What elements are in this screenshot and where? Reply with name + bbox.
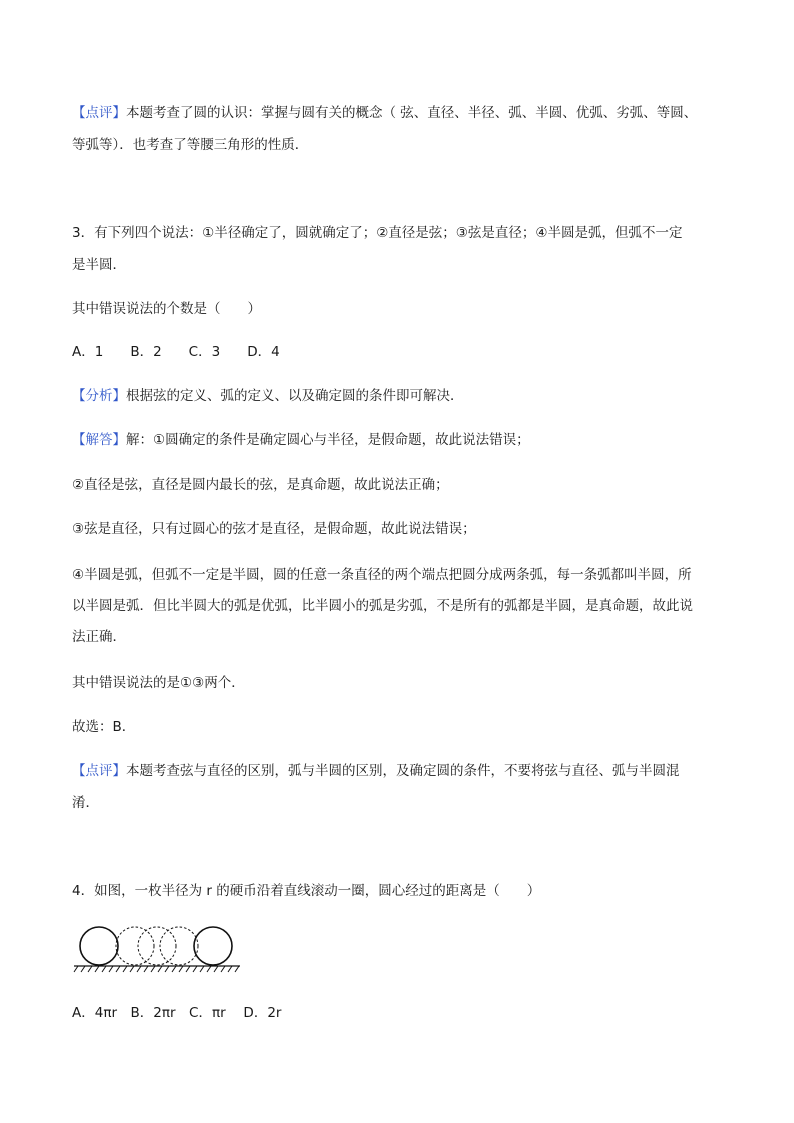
rolling-coin-figure bbox=[72, 922, 242, 976]
q3-choice: 故选：B． bbox=[72, 719, 136, 735]
analysis-text: 根据弦的定义、弧的定义、以及确定圆的条件即可解决． bbox=[126, 388, 464, 404]
q4-stem: 4．如图，一枚半径为 r 的硬币沿着直线滚动一圈，圆心经过的距离是（ ） bbox=[72, 883, 541, 899]
comment-tag-2: 【点评】 bbox=[72, 763, 126, 779]
comment-line-2: 等弧等）．也考查了等腰三角形的性质． bbox=[72, 137, 309, 153]
q3-answer-line-4: ④半圆是弧，但弧不一定是半圆，圆的任意一条直径的两个端点把圆分成两条弧，每一条弧都叫半圆，所 bbox=[72, 567, 692, 583]
q3-comment-line-2: 淆． bbox=[72, 795, 99, 811]
q3-ask: 其中错误说法的个数是（ ） bbox=[72, 301, 261, 317]
comment-line-1 bbox=[72, 104, 732, 122]
q3-options: A．1 B．2 C．3 D．4 bbox=[72, 344, 280, 360]
q3-answer-line-5: 以半圆是弧．但比半圆大的弧是优弧，比半圆小的弧是劣弧，不是所有的弧都是半圆，是真命题，故此说 bbox=[72, 598, 693, 614]
coin-start-circle bbox=[80, 927, 118, 965]
ground-hatching bbox=[74, 966, 239, 972]
analysis-tag: 【分析】 bbox=[72, 388, 126, 404]
coin-dashed-circle-2 bbox=[138, 927, 176, 965]
answer-text-1: 解：①圆确定的条件是确定圆心与半径，是假命题，故此说法错误； bbox=[126, 432, 530, 448]
q3-stem-line-1: 3．有下列四个说法：①半径确定了，圆就确定了；②直径是弦；③弦是直径；④半圆是弧，但弧不一定 bbox=[72, 225, 683, 241]
answer-tag: 【解答】 bbox=[72, 432, 126, 448]
comment-text-1: 本题考查了圆的认识：掌握与圆有关的概念（ 弦、直径、半径、弧、半圆、优弧、劣弧、等圆、 bbox=[126, 105, 698, 121]
q3-comment-line-1 bbox=[72, 762, 732, 780]
q3-answer-line-2: ②直径是弦，直径是圆内最长的弦，是真命题，故此说法正确； bbox=[72, 477, 449, 493]
q3-summary: 其中错误说法的是①③两个． bbox=[72, 675, 245, 691]
comment-tag: 【点评】 bbox=[72, 105, 126, 121]
q3-stem-line-2: 是半圆． bbox=[72, 257, 126, 273]
q3-answer-line-6: 法正确． bbox=[72, 629, 126, 645]
q3-answer-line-3: ③弦是直径，只有过圆心的弦才是直径，是假命题，故此说法错误； bbox=[72, 521, 476, 537]
coin-dashed-circle-3 bbox=[160, 927, 198, 965]
q3-analysis bbox=[72, 387, 732, 405]
coin-dashed-circle-1 bbox=[116, 927, 154, 965]
q4-options: A．4πr B．2πr C．πr D．2r bbox=[72, 1005, 282, 1021]
q3-answer-line-1 bbox=[72, 431, 732, 449]
coin-end-circle bbox=[194, 927, 232, 965]
comment-text-2: 本题考查弦与直径的区别，弧与半圆的区别，及确定圆的条件，不要将弦与直径、弧与半圆混 bbox=[126, 763, 680, 779]
